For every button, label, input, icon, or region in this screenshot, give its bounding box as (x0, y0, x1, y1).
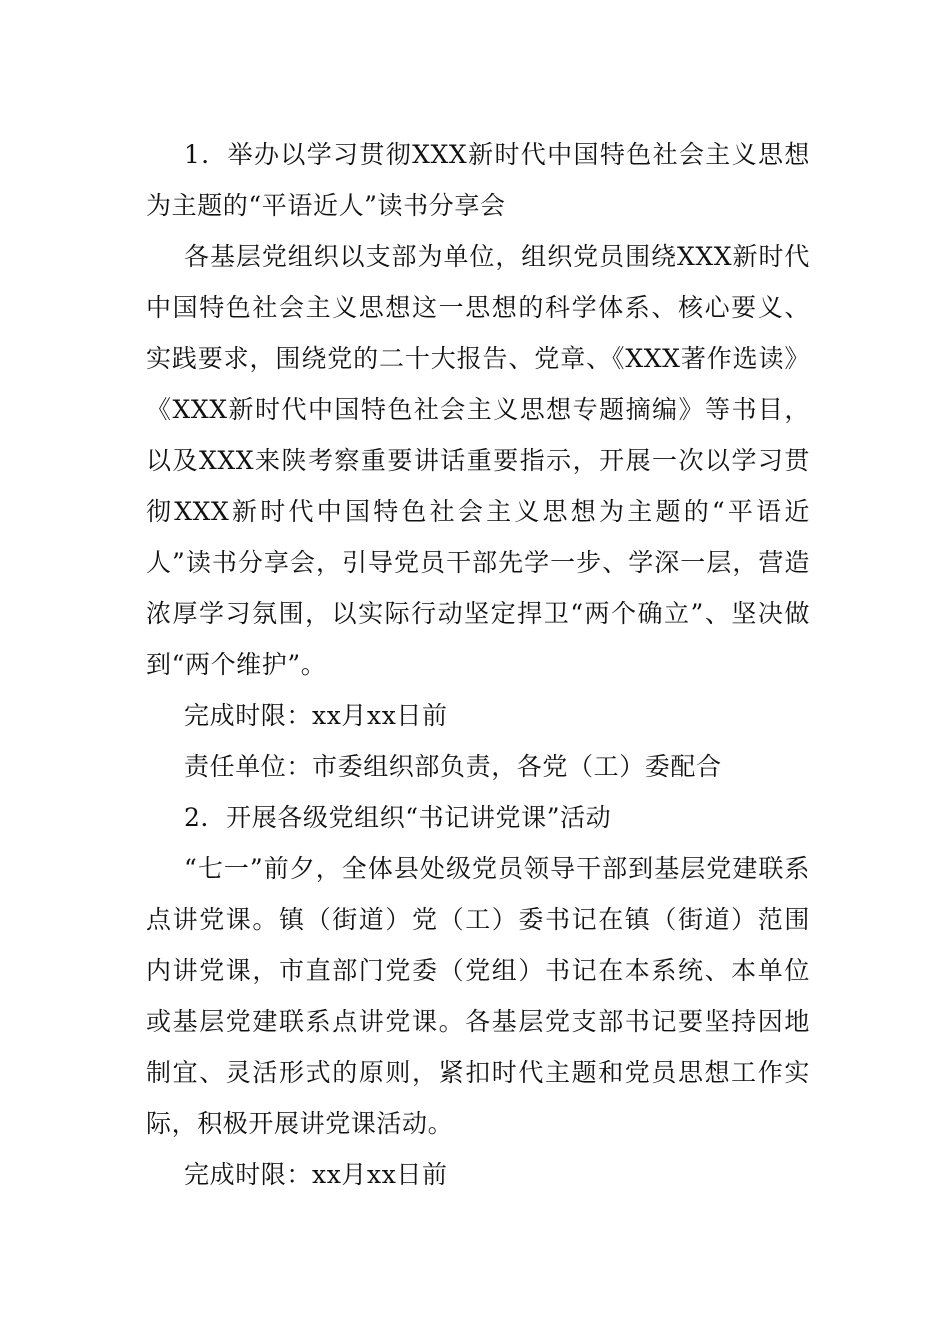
section-1-responsible-unit: 责任单位：市委组织部负责，各党（工）委配合 (184, 752, 722, 781)
section-2-deadline: 完成时限：xx月xx日前 (184, 1160, 448, 1189)
section-1-body: 各基层党组织以支部为单位，组织党员围绕XXX新时代中国特色社会主义思想这一思想的科学体系、核心要义、实践要求，围绕党的二十大报告、党章、《XXX著作选读》《XXX新时代中国特色社会主义思想专题摘编》等书目，以及XXX来陕考察重要讲话重要指示，开展一次以学习贯彻XXX新时代中国特色社会主义思想为主题的“平语近人”读书分享会，引导党员干部先学一步、学深一层，营造浓厚学习氛围，以实际行动坚定捍卫“两个确立”、坚决做到“两个维护”。 (146, 242, 810, 679)
section-1-deadline: 完成时限：xx月xx日前 (184, 701, 448, 730)
section-2-body: “七一”前夕，全体县处级党员领导干部到基层党建联系点讲党课。镇（街道）党（工）委书记在镇（街道）范围内讲党课，市直部门党委（党组）书记在本系统、本单位或基层党建联系点讲党课。各基层党支部书记要坚持因地制宜、灵活形式的原则，紧扣时代主题和党员思想工作实际，积极开展讲党课活动。 (146, 854, 810, 1138)
section-1-heading: 1．举办以学习贯彻XXX新时代中国特色社会主义思想为主题的“平语近人”读书分享会 (146, 140, 810, 220)
section-2-heading: 2．开展各级党组织“书记讲党课”活动 (184, 803, 612, 832)
document-page (146, 129, 810, 1200)
